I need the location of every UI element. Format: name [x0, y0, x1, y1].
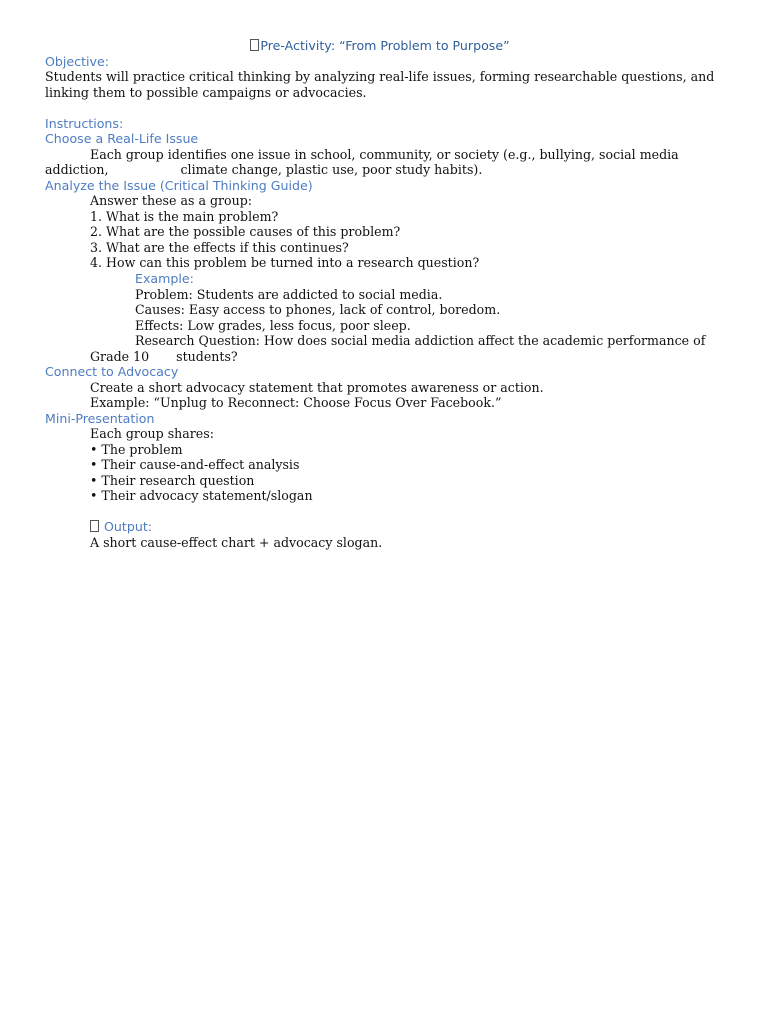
example-rq-2a: Grade 10 — [90, 348, 150, 364]
question-item-2: 2. What are the possible causes of this problem? — [90, 224, 401, 240]
objective-text-line-2: linking them to possible campaigns or advocacies. — [45, 84, 367, 100]
example-effects: Effects: Low grades, less focus, poor sleep. — [135, 317, 411, 333]
spacer — [45, 100, 725, 116]
question-item-1: 1. What is the main problem? — [90, 208, 279, 224]
example-research-question-line-2 — [45, 349, 725, 365]
example-rq-2b: students? — [176, 348, 238, 364]
example-heading: Example: — [135, 270, 194, 286]
spacer — [45, 504, 725, 520]
section-choose-issue-text-line-1: Each group identifies one issue in school, community, or society (e.g., bullying, social media — [90, 146, 679, 162]
presentation-bullet-1: • The problem — [90, 441, 183, 457]
missing-glyph-icon — [250, 39, 259, 51]
section-choose-issue-text-line-2 — [45, 162, 725, 178]
output-text: A short cause-effect chart + advocacy slogan. — [90, 534, 383, 550]
question-item-4: 4. How can this problem be turned into a research question? — [90, 255, 480, 271]
presentation-bullet-4: • Their advocacy statement/slogan — [90, 488, 313, 504]
document-title-line — [35, 38, 725, 54]
section-presentation-heading: Mini-Presentation — [45, 410, 155, 426]
question-item-3: 3. What are the effects if this continues? — [90, 239, 349, 255]
instructions-heading: Instructions: — [45, 115, 124, 131]
objective-text-line-1: Students will practice critical thinking by analyzing real-life issues, forming researchable questions, and — [45, 69, 715, 85]
presentation-bullet-3: • Their research question — [90, 472, 255, 488]
objective-heading: Objective: — [45, 53, 109, 69]
presentation-bullet-2: • Their cause-and-effect analysis — [90, 457, 300, 473]
section-advocacy-heading: Connect to Advocacy — [45, 364, 179, 380]
section-choose-issue-heading: Choose a Real-Life Issue — [45, 131, 199, 147]
section-advocacy-text: Create a short advocacy statement that promotes awareness or action. — [90, 379, 544, 395]
section-presentation-intro: Each group shares: — [90, 426, 214, 442]
section-choose-issue-text-2b: climate change, plastic use, poor study habits). — [180, 162, 483, 178]
output-heading: Output: — [104, 519, 153, 535]
section-analyze-heading: Analyze the Issue (Critical Thinking Guide) — [45, 177, 313, 193]
document-page — [45, 38, 725, 550]
missing-glyph-icon — [90, 520, 99, 532]
document-title: Pre-Activity: “From Problem to Purpose” — [260, 38, 510, 53]
section-choose-issue-text-2a: addiction, — [45, 162, 109, 178]
section-analyze-intro: Answer these as a group: — [90, 193, 253, 209]
section-advocacy-example: Example: “Unplug to Reconnect: Choose Focus Over Facebook.” — [90, 395, 502, 411]
example-research-question-line-1: Research Question: How does social media addiction affect the academic performance of — [135, 333, 706, 349]
example-causes: Causes: Easy access to phones, lack of control, boredom. — [135, 302, 501, 318]
example-problem: Problem: Students are addicted to social media. — [135, 286, 443, 302]
output-heading-line — [45, 519, 725, 535]
